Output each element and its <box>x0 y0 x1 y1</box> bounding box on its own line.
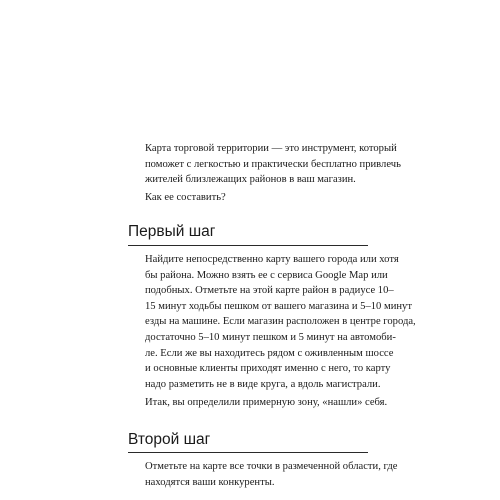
step1-line: достаточно 5–10 минут пешком и 5 минут на автомоби- <box>145 331 396 343</box>
intro-line: Карта торговой территории — это инструмент, который <box>145 143 397 154</box>
step2-line: Отметьте на карте все точки в размеченной области, где <box>145 461 398 472</box>
question-paragraph: Как ее составить? <box>145 192 226 203</box>
step2-line: находятся ваши конкуренты. <box>145 476 275 488</box>
step1-divider <box>128 245 368 246</box>
step2-divider <box>128 452 368 453</box>
step1-heading: Первый шаг <box>128 223 216 240</box>
intro-line: поможет с легкостью и практически бесплатно привлечь <box>145 158 401 170</box>
step2-heading: Второй шаг <box>128 431 211 448</box>
step1-line: ле. Если же вы находитесь рядом с оживленным шоссе <box>145 347 394 359</box>
step1-line: Найдите непосредственно карту вашего города или хотя <box>145 254 399 265</box>
step1-line: езды на машине. Если магазин расположен в центре города, <box>145 316 416 328</box>
step1-line: и основные клиенты приходят именно с него, то карту <box>145 363 391 375</box>
step2-body <box>145 459 475 490</box>
intro-line: жителей близлежащих районов в ваш магазин. <box>145 174 356 186</box>
step1-body <box>145 252 475 392</box>
step1-conclusion: Итак, вы определили примерную зону, «нашли» себя. <box>145 397 388 408</box>
step1-line: надо разметить не в виде круга, а вдоль магистрали. <box>145 378 381 390</box>
step1-line: подобных. Отметьте на этой карте район в радиусе 10– <box>145 285 394 297</box>
step1-line: бы района. Можно взять ее с сервиса Google Map или <box>145 269 388 281</box>
step1-line: 15 минут ходьбы пешком от вашего магазина и 5–10 минут <box>145 300 412 312</box>
intro-paragraph <box>145 141 475 188</box>
